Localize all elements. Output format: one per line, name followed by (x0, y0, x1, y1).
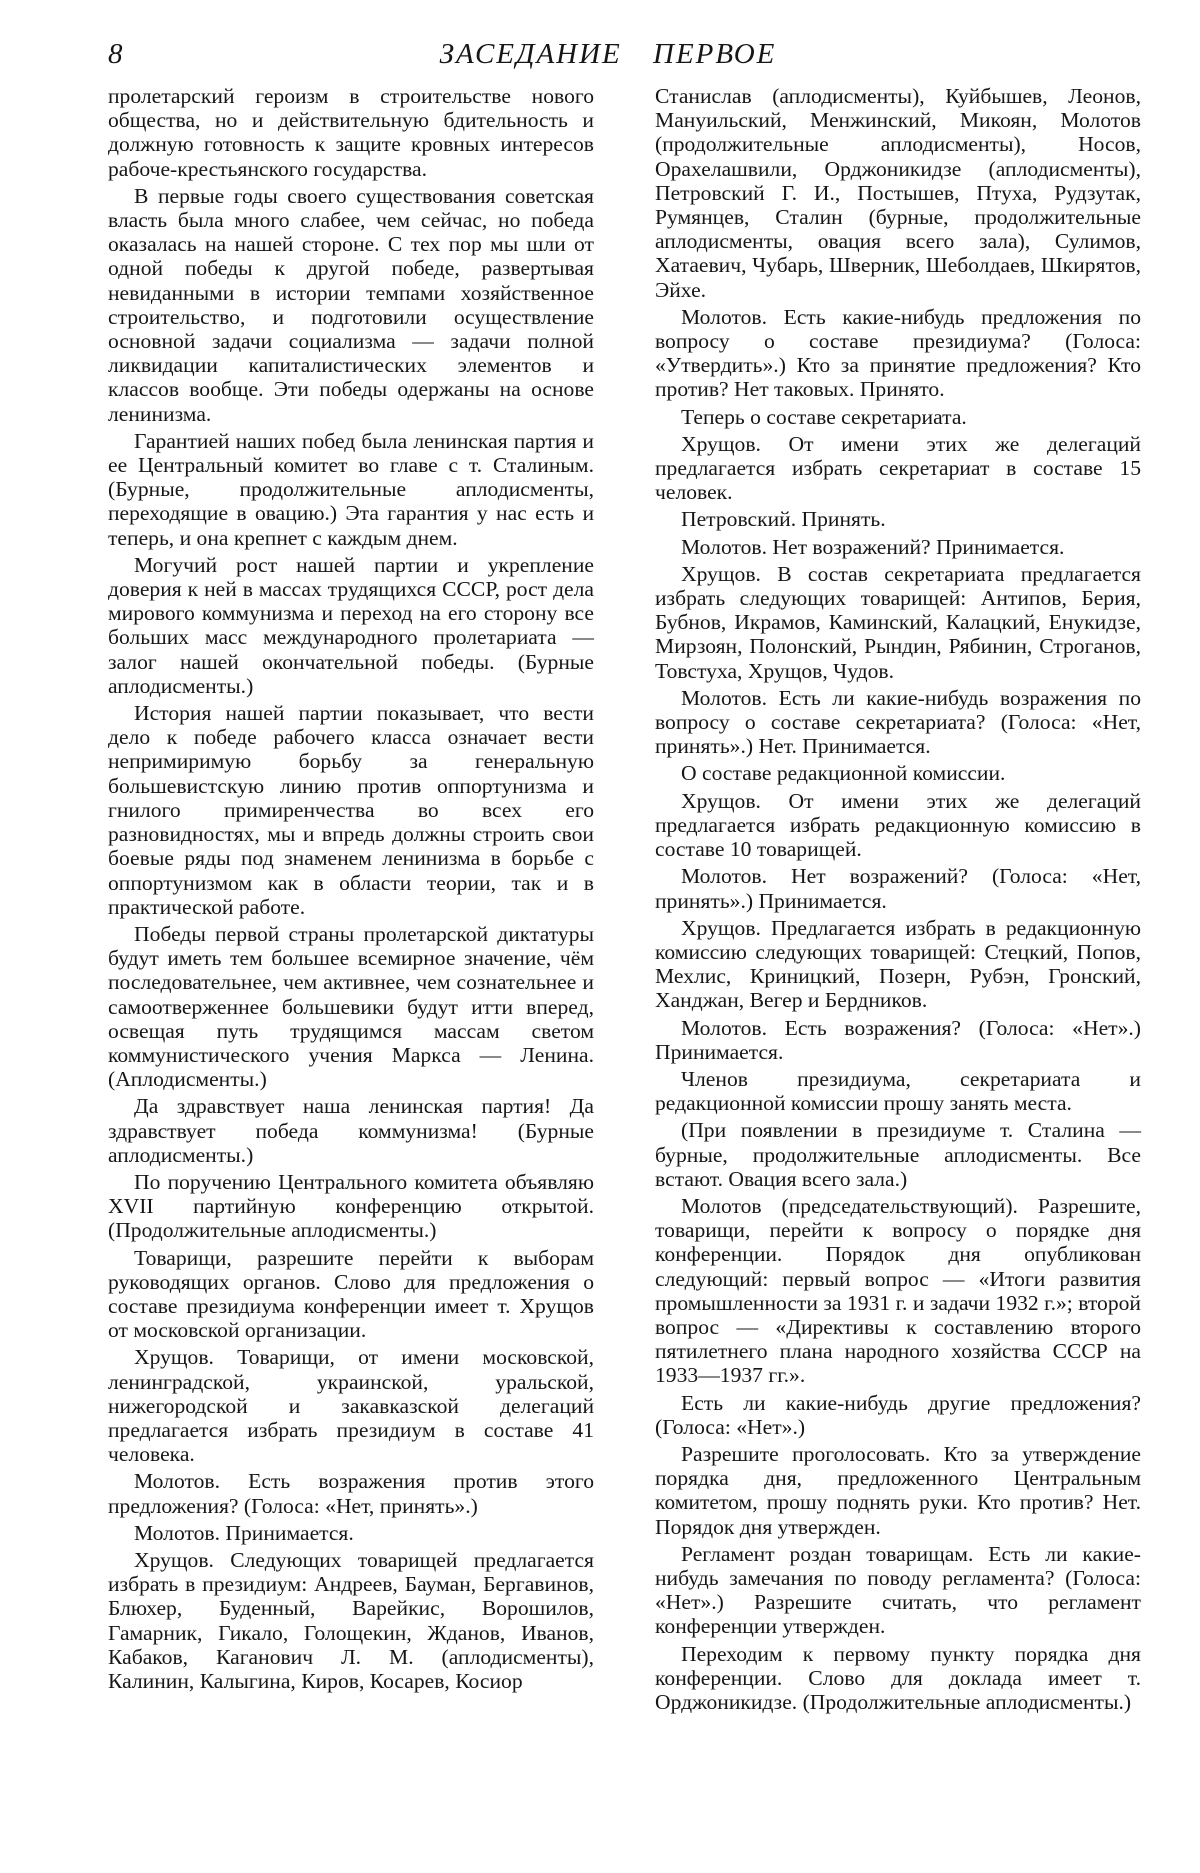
paragraph: Могучий рост нашей партии и укрепление доверия к ней в массах трудящихся СССР, рост дела мирового коммунизма и переход на его сторону все больших масс международного пролетариата — залог нашей окончательной победы. (Бурные аплодисменты.) (108, 552, 594, 698)
speaker-paragraph: Молотов. Нет возражений? (Голоса: «Нет, принять».) Принимается. (655, 864, 1141, 913)
paragraph: История нашей партии показывает, что вести дело к победе рабочего класса означает вести непримиримую борьбу за генеральную большевистскую линию против оппортунизма и гнилого примиренчества во всех его разновидностях, мы и впредь должны строить свои боевые ряды под знаменем ленинизма в борьбе с оппортунизмом как в области теории, так и в практической работе. (108, 701, 594, 919)
speaker-paragraph: Хрущов. Товарищи, от имени московской, ленинградской, украинской, уральской, нижегородской и закавказской делегаций предлагается избрать президиум в составе 41 человека. (108, 1345, 594, 1467)
speaker-paragraph: Хрущов. От имени этих же делегаций предлагается избрать секретариат в составе 15 человек. (655, 431, 1141, 505)
paragraph: Регламент роздан товарищам. Есть ли какие-нибудь замечания по поводу регламента? (Голоса: «Нет».) Разрешите считать, что регламент конференции утвержден. (655, 1541, 1141, 1639)
paragraph: Разрешите проголосовать. Кто за утверждение порядка дня, предложенного Центральным комитетом, прошу поднять руки. Кто против? Нет. Порядок дня утвержден. (655, 1441, 1141, 1539)
left-column (108, 84, 594, 1696)
speaker-paragraph: Хрущов. В состав секретариата предлагается избрать следующих товарищей: Антипов, Берия, Бубнов, Икрамов, Каминский, Калацкий, Енукидзе, Мирзоян, Полонский, Рындин, Рябинин, Строганов, Товстуха, Хрущов, Чудов. (655, 561, 1141, 683)
running-header (108, 38, 1108, 78)
paragraph: О составе редакционной комиссии. (681, 761, 1006, 786)
right-column (655, 84, 1141, 1717)
paragraph: Победы первой страны пролетарской диктатуры будут иметь тем большее всемирное значение, чём последовательнее, чем активнее, чем сознательнее и самоотверженнее большевики будут итти вперед, освещая путь трудящимся массам светом коммунистического учения Маркса — Ленина. (Аплодисменты.) (108, 921, 594, 1092)
speaker-paragraph: Молотов. Есть ли какие-нибудь возражения по вопросу о составе секретариата? (Голоса: «Нет, принять».) Нет. Принимается. (655, 685, 1141, 759)
paragraph: Гарантией наших побед была ленинская партия и ее Центральный комитет во главе с т. Сталиным. (Бурные, продолжительные аплодисменты, переходящие в овацию.) Эта гарантия у нас есть и теперь, и она крепнет с каждым днем. (108, 428, 594, 550)
paragraph: пролетарский героизм в строительстве нового общества, но и действительную бдительность и должную готовность к защите кровных интересов рабоче-крестьянского государства. (108, 84, 594, 181)
paragraph: Переходим к первому пункту порядка дня конференции. Слово для доклада имеет т. Орджоникидзе. (Продолжительные аплодисменты.) (655, 1641, 1141, 1714)
speaker-paragraph: Молотов. Принимается. (134, 1520, 354, 1545)
speaker-paragraph: Молотов (председательствующий). Разрешите, товарищи, перейти к вопросу о порядке дня конференции. Порядок дня опубликован следующий: первый вопрос — «Итоги развития промышленности за 1931 г. и задачи 1932 г.»; второй вопрос — «Директивы к составлению второго пятилетнего плана народного хозяйства СССР на 1933—1937 гг.». (655, 1193, 1141, 1388)
paragraph: Есть ли какие-нибудь другие предложения? (Голоса: «Нет».) (655, 1390, 1141, 1439)
paragraph: Товарищи, разрешите перейти к выборам руководящих органов. Слово для предложения о составе президиума конференции имеет т. Хрущов от московской организации. (108, 1245, 594, 1343)
speaker-paragraph: Хрущов. Предлагается избрать в редакционную комиссию следующих товарищей: Стецкий, Попов, Мехлис, Криницкий, Позерн, Рубэн, Гронский, Ханджан, Вегер и Бердников. (655, 915, 1141, 1013)
paragraph: Да здравствует наша ленинская партия! Да здравствует победа коммунизма! (Бурные аплодисменты.) (108, 1094, 594, 1167)
paragraph: Станислав (аплодисменты), Куйбышев, Леонов, Мануильский, Менжинский, Микоян, Молотов (продолжительные аплодисменты), Носов, Орахелашвили, Орджоникидзе (аплодисменты), Петровский Г. И., Постышев, Птуха, Рудзутак, Румянцев, Сталин (бурные, продолжительные аплодисменты, овация всего зала), Сулимов, Хатаевич, Чубарь, Шверник, Шеболдаев, Шкирятов, Эйхе. (655, 84, 1141, 302)
speaker-paragraph: Хрущов. Следующих товарищей предлагается избрать в президиум: Андреев, Бауман, Бергавинов, Блюхер, Буденный, Варейкис, Ворошилов, Гамарник, Гикало, Голощекин, Жданов, Иванов, Кабаков, Каганович Л. М. (аплодисменты), Калинин, Калыгина, Киров, Косарев, Косиор (108, 1547, 594, 1693)
section-title: ЗАСЕДАНИЕ ПЕРВОЕ (439, 38, 777, 70)
paragraph: В первые годы своего существования советская власть была много слабее, чем сейчас, но победа оказалась на нашей стороне. С тех пор мы шли от одной победы к другой победе, развертывая невиданными в истории темпами хозяйственное строительство, и подготовили осуществление основной задачи социализма — задачи полной ликвидации капиталистических элементов и классов вообще. Эти победы одержаны на основе ленинизма. (108, 183, 594, 426)
speaker-paragraph: Молотов. Есть возражения? (Голоса: «Нет».) Принимается. (655, 1015, 1141, 1064)
speaker-paragraph: Хрущов. От имени этих же делегаций предлагается избрать редакционную комиссию в составе 10 товарищей. (655, 788, 1141, 862)
page-number: 8 (108, 38, 123, 70)
paragraph: По поручению Центрального комитета объявляю XVII партийную конференцию открытой. (Продолжительные аплодисменты.) (108, 1169, 594, 1243)
speaker-paragraph: Молотов. Есть возражения против этого предложения? (Голоса: «Нет, принять».) (108, 1469, 594, 1518)
paragraph: Теперь о составе секретариата. (681, 404, 967, 429)
speaker-paragraph: Петровский. Принять. (681, 507, 886, 532)
paragraph: Членов президиума, секретариата и редакционной комиссии прошу занять места. (655, 1066, 1141, 1116)
speaker-paragraph: Молотов. Нет возражений? Принимается. (681, 534, 1065, 559)
speaker-paragraph: Молотов. Есть какие-нибудь предложения по вопросу о составе президиума? (Голоса: «Утвердить».) Кто за принятие предложения? Кто против? Нет таковых. Принято. (655, 304, 1141, 402)
stage-direction: (При появлении в президиуме т. Сталина — бурные, продолжительные аплодисменты. Все встают. Овация всего зала.) (655, 1118, 1141, 1191)
